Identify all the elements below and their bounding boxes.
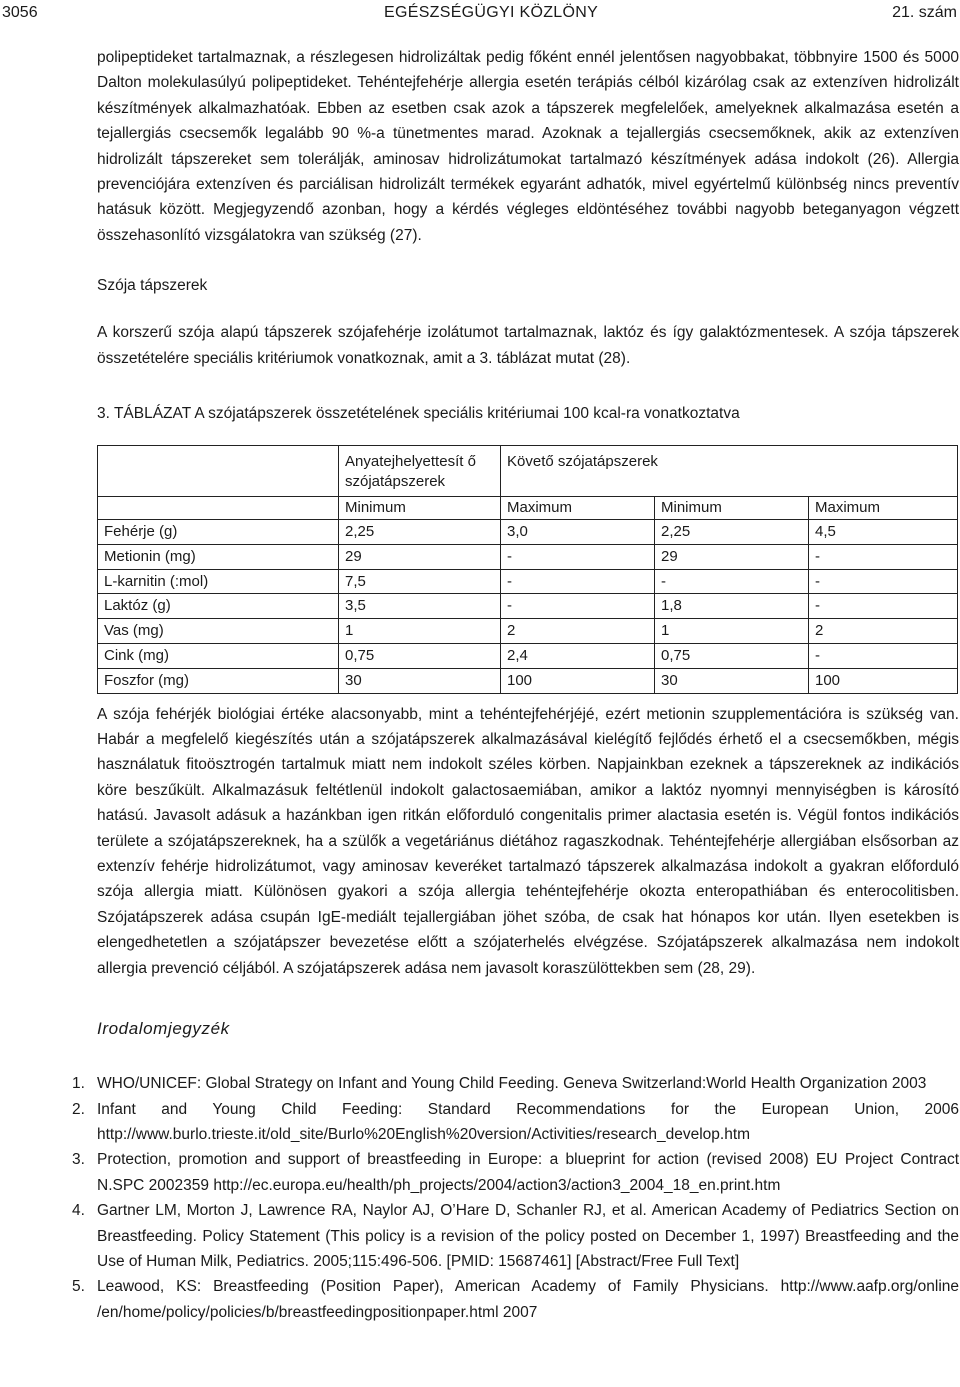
reference-number: 5.	[72, 1278, 85, 1296]
section-heading: Szója tápszerek	[97, 277, 208, 295]
reference-text: Protection, promotion and support of breastfeeding in Europe: a blueprint for action (revised 2008) EU Project Contract N.SPC 2002359 http://ec.europa.eu/health/ph_projects/2004/action3/action3_2004_18_en.print.htm	[97, 1151, 959, 1194]
cell-value: 2,25	[339, 520, 501, 545]
reference-number: 4.	[72, 1202, 85, 1220]
cell-value: 0,75	[655, 644, 809, 669]
cell-value: -	[501, 544, 655, 569]
cell-value: -	[809, 594, 958, 619]
reference-item	[72, 1274, 959, 1325]
reference-text: Infant and Young Child Feeding: Standard Recommendations for the European Union, 2006 http://www.burlo.trieste.it/old_site/Burlo%20English%20version/Activities/research_develop.htm	[97, 1100, 959, 1143]
reference-number: 1.	[72, 1075, 85, 1093]
subheader-maximum: Maximum	[809, 497, 958, 520]
table-row	[98, 520, 958, 545]
reference-number: 2.	[72, 1100, 85, 1118]
subheader-minimum: Minimum	[339, 497, 501, 520]
cell-value: -	[809, 544, 958, 569]
row-label: Vas (mg)	[98, 619, 339, 644]
cell-value: 1,8	[655, 594, 809, 619]
references-heading: Irodalomjegyzék	[97, 1019, 230, 1039]
table-row	[98, 594, 958, 619]
paragraph-soy-intro: A korszerű szója alapú tápszerek szójafehérje izolátumot tartalmaznak, laktóz és így galaktózmentesek. A szója tápszerek összetételére speciális kritériumok vonatkoznak, amit a 3. táblázat mutat (28).	[97, 324, 959, 367]
row-label: Fehérje (g)	[98, 520, 339, 545]
cell-value: 2	[809, 619, 958, 644]
row-label: Cink (mg)	[98, 644, 339, 669]
table-subheader-row	[98, 497, 958, 520]
reference-number: 3.	[72, 1151, 85, 1169]
paragraph-soy-indications: A szója fehérjék biológiai értéke alacsonyabb, mint a tehéntejfehérjéjé, ezért metionin szupplementációra is szükség van. Habár a megfelelő kiegészítés után a szójatápszerek alkalmazásával kielégítő fejlődés érhető el a csecsemőkben, mégis használatuk fitoösztrogén tartalmuk miatt nem indokolt széles körben. Napjainkban ezeknek a tápszereknek az indikációs köre beszűkült. Alkalmazásuk feltétlenül indokolt galactosaemiában, amikor a laktóz nyomnyi mennyiségben is károsító hatású. Javasolt adásuk a hazánkban igen ritkán előforduló congenitalis primer alactasia esetén is. Végül fontos indikációs területe a szójatápszereknek, ha a szülők a vegetáriánus diétához ragaszkodnak. Tehéntejfehérje allergiában elsősorban az extenzív fehérje hidrolizátumot, vagy aminosav keveréket tartalmazó tápszerek alkalmazása indokolt a gyakran előforduló szója allergia miatt. Különösen gyakori a szója allergia tehéntejfehérje okozta enteropathiában és enterocolitisben. Szójatápszerek adása csupán IgE-mediált tejallergiában jöhet szóba, de csak hat hónapos kor után. Ilyen esetekben is elengedhetetlen a szójatápszer bevezetése előtt a szójaterhelés elvégzése. Szójatápszerek alkalmazása nem indokolt allergia prevenció céljából. A szójatápszerek adása nem javasolt koraszülöttekben sem (28, 29).	[97, 705, 959, 977]
subheader-maximum: Maximum	[501, 497, 655, 520]
cell-value: 0,75	[339, 644, 501, 669]
page-header	[0, 4, 960, 26]
row-label: L-karnitin (:mol)	[98, 569, 339, 594]
table-row	[98, 569, 958, 594]
table-row	[98, 619, 958, 644]
cell-value: 1	[339, 619, 501, 644]
table-subheader-empty	[98, 497, 339, 520]
cell-value: -	[501, 569, 655, 594]
group-header-infant-formula: Anyatejhelyettesít ő szójatápszerek	[339, 446, 501, 497]
cell-value: 100	[809, 668, 958, 693]
cell-value: -	[655, 569, 809, 594]
cell-value: -	[809, 644, 958, 669]
cell-value: 100	[501, 668, 655, 693]
reference-item	[72, 1147, 959, 1198]
reference-item	[72, 1071, 959, 1096]
cell-value: 7,5	[339, 569, 501, 594]
cell-value: 2,25	[655, 520, 809, 545]
main-content	[72, 45, 959, 1325]
paragraph-hydrolysates: polipeptideket tartalmaznak, a részlegesen hidrolizáltak pedig főként ennél jelentősen nagyobbakat, többnyire 1500 és 5000 Dalton molekulasúlyú polipeptideket. Tehéntejfehérje allergia esetén terápiás célból kizárólag csak az extenzíven hidrolizált készítmények alkalmazhatóak. Ebben az esetben csak azok a tápszerek megfelelőek, amelyeknek alkalmazása esetén a tejallergiás csecsemők legalább 90 %-a tünetmentes marad. Azoknak a tejallergiás csecsemőknek, akik az extenzíven hidrolizált tápszereket sem tolerálják, aminosav hidrolizátumokat tartalmazó készítmények adása indokolt (26). Allergia prevenciójára extenzíven és parciálisan hidrolizált termékek egyaránt adhatók, mivel egyértelmű különbség nincs preventív hatásuk között. Megjegyzendő azonban, hogy a kérdés végleges eldöntéséhez további nagyobb beteganyagon végzett összehasonlító vizsgálatokra van szükség (27).	[97, 49, 959, 244]
row-label: Metionin (mg)	[98, 544, 339, 569]
reference-list	[72, 1071, 959, 1325]
page-number: 3056	[2, 4, 38, 21]
group-header-followon-formula: Követő szójatápszerek	[501, 446, 958, 497]
table-row	[98, 668, 958, 693]
cell-value: 30	[339, 668, 501, 693]
reference-text: Gartner LM, Morton J, Lawrence RA, Naylor AJ, O’Hare D, Schanler RJ, et al. American Academy of Pediatrics Section on Breastfeeding. Policy Statement (This policy is a revision of the policy posted on December 1, 1997) Breastfeeding and the Use of Human Milk, Pediatrics. 2005;115:496-506. [PMID: 15687461] [Abstract/Free Full Text]	[97, 1202, 959, 1270]
table-row	[98, 644, 958, 669]
reference-item	[72, 1198, 959, 1274]
table-caption: 3. TÁBLÁZAT A szójatápszerek összetételének speciális kritériumai 100 kcal-ra vonatkoztatva	[97, 405, 740, 423]
row-label: Laktóz (g)	[98, 594, 339, 619]
cell-value: 29	[655, 544, 809, 569]
table-header-row	[98, 446, 958, 497]
cell-value: 4,5	[809, 520, 958, 545]
journal-title: EGÉSZSÉGÜGYI KÖZLÖNY	[384, 4, 599, 21]
subheader-minimum: Minimum	[655, 497, 809, 520]
composition-table	[97, 445, 958, 694]
cell-value: 29	[339, 544, 501, 569]
reference-item	[72, 1097, 959, 1148]
cell-value: 1	[655, 619, 809, 644]
cell-value: -	[501, 594, 655, 619]
cell-value: 30	[655, 668, 809, 693]
row-label: Foszfor (mg)	[98, 668, 339, 693]
reference-text: Leawood, KS: Breastfeeding (Position Paper), American Academy of Family Physicians. http://www.aafp.org/online /en/home/policy/policies/b/breastfeedingpositionpaper.html 2007	[97, 1278, 959, 1321]
cell-value: 3,0	[501, 520, 655, 545]
issue-number: 21. szám	[892, 4, 957, 21]
cell-value: 3,5	[339, 594, 501, 619]
reference-text: WHO/UNICEF: Global Strategy on Infant and Young Child Feeding. Geneva Switzerland:World Health Organization 2003	[97, 1075, 927, 1093]
cell-value: 2,4	[501, 644, 655, 669]
table-row	[98, 544, 958, 569]
cell-value: -	[809, 569, 958, 594]
cell-value: 2	[501, 619, 655, 644]
table-corner-cell	[98, 446, 339, 497]
